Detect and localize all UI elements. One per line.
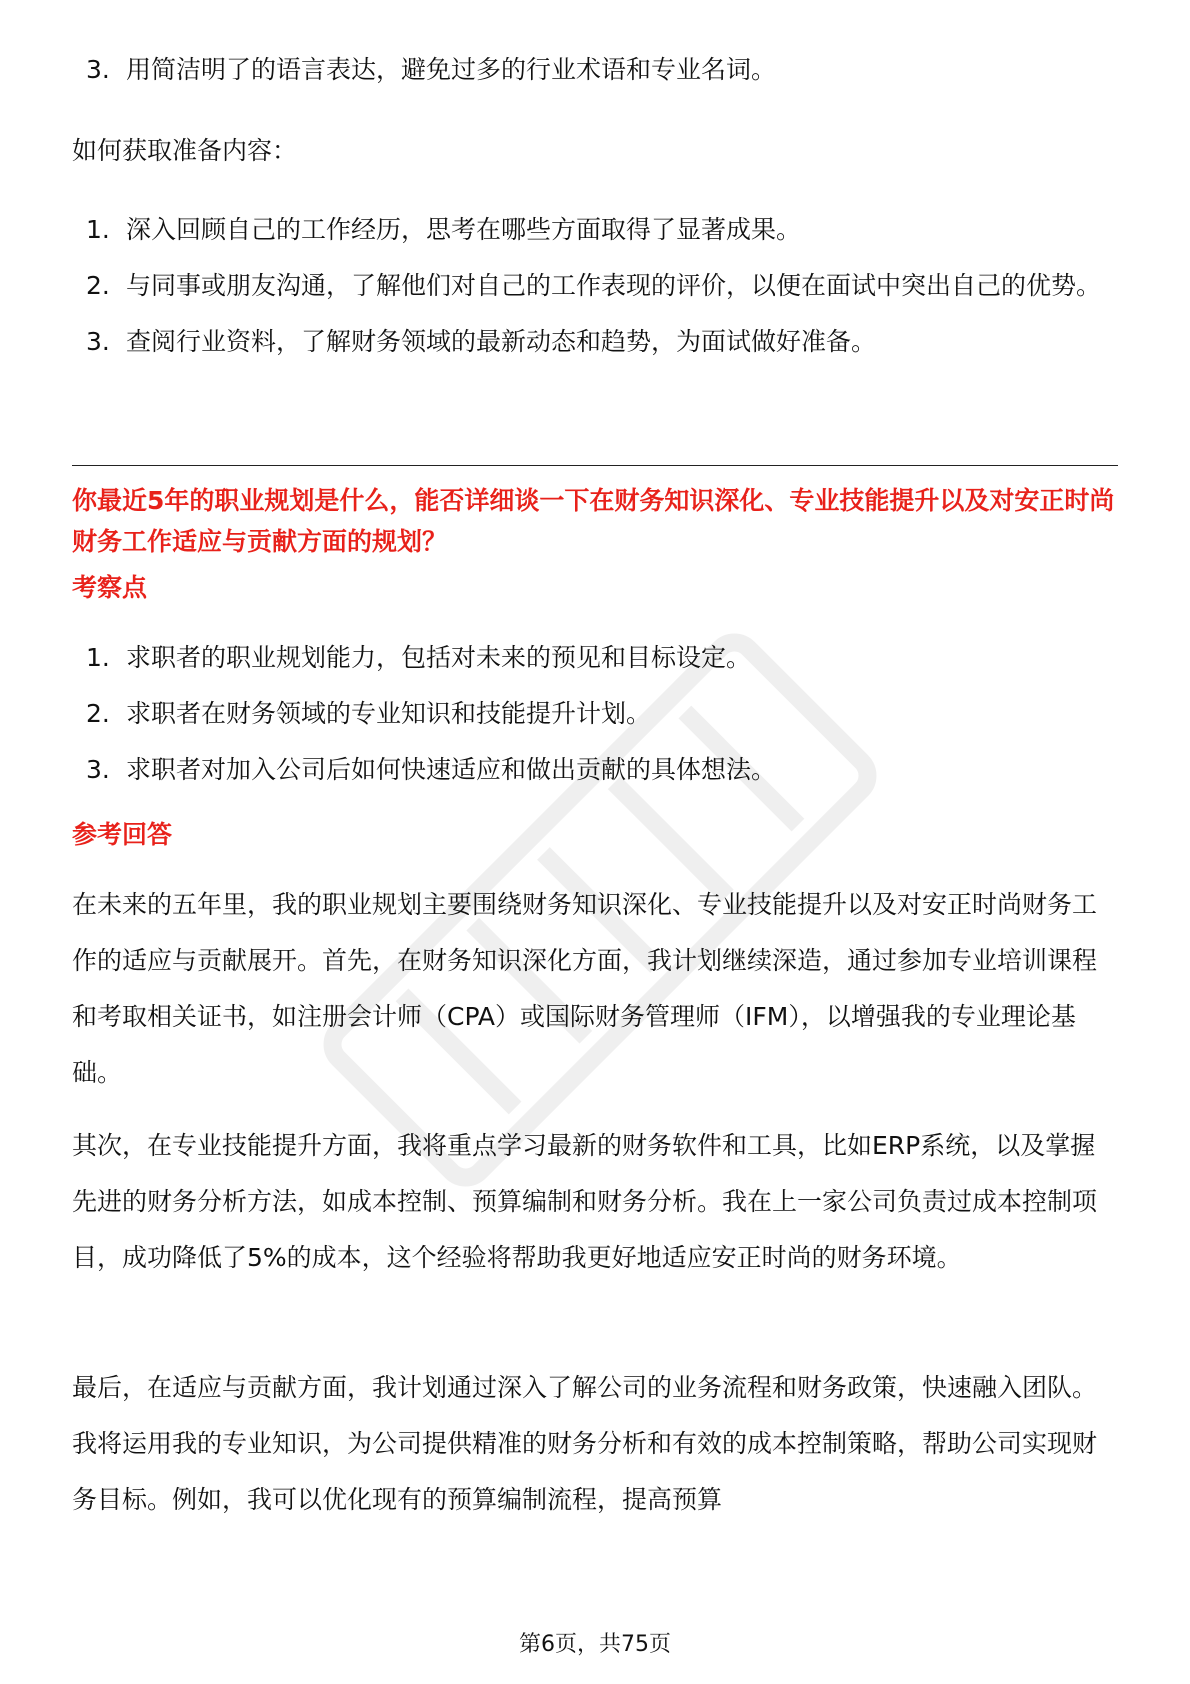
top-list-block [72, 42, 1118, 98]
list-item [72, 314, 1118, 370]
section-divider [72, 465, 1118, 466]
list-number: 3. [86, 55, 110, 84]
list-item [72, 202, 1118, 258]
answer-paragraph-2-block [72, 1118, 1118, 1286]
prep-heading-block [72, 123, 1118, 179]
list-item-text: 求职者对加入公司后如何快速适应和做出贡献的具体想法。 [126, 755, 777, 784]
answer-paragraph: 最后，在适应与贡献方面，我计划通过深入了解公司的业务流程和财务政策，快速融入团队。我将运用我的专业知识，为公司提供精准的财务分析和有效的成本控制策略，帮助公司实现财务目标。例如，我可以优化现有的预算编制流程，提高预算 [72, 1373, 1098, 1514]
prep-heading: 如何获取准备内容： [72, 136, 298, 165]
top-numbered-list [72, 42, 1118, 98]
list-item [72, 630, 1118, 686]
list-number: 1. [86, 215, 110, 244]
list-item [72, 686, 1118, 742]
prep-numbered-list [72, 202, 1118, 370]
answer-heading-block [72, 815, 1118, 855]
list-item [72, 742, 1118, 798]
reference-answer-heading: 参考回答 [72, 820, 173, 849]
list-number: 3. [86, 327, 110, 356]
list-item-text: 用简洁明了的语言表达，避免过多的行业术语和专业名词。 [126, 55, 777, 84]
list-number: 2. [86, 271, 110, 300]
page-number-footer: 第6页，共75页 [519, 1632, 671, 1657]
exam-list-block [72, 630, 1118, 798]
list-item-text: 求职者的职业规划能力，包括对未来的预见和目标设定。 [126, 643, 752, 672]
list-number: 2. [86, 699, 110, 728]
list-item [72, 258, 1118, 314]
interview-question: 你最近5年的职业规划是什么，能否详细谈一下在财务知识深化、专业技能提升以及对安正时尚财务工作适应与贡献方面的规划？ [72, 486, 1115, 556]
list-item-text: 深入回顾自己的工作经历，思考在哪些方面取得了显著成果。 [126, 215, 802, 244]
list-item-text: 求职者在财务领域的专业知识和技能提升计划。 [126, 699, 652, 728]
list-item [72, 42, 1118, 98]
list-number: 3. [86, 755, 110, 784]
question-block [72, 480, 1118, 562]
exam-numbered-list [72, 630, 1118, 798]
answer-paragraph: 在未来的五年里，我的职业规划主要围绕财务知识深化、专业技能提升以及对安正时尚财务工作的适应与贡献展开。首先，在财务知识深化方面，我计划继续深造，通过参加专业培训课程和考取相关证书，如注册会计师（CPA）或国际财务管理师（IFM），以增强我的专业理论基础。 [72, 890, 1098, 1087]
list-item-text: 与同事或朋友沟通，了解他们对自己的工作表现的评价，以便在面试中突出自己的优势。 [126, 271, 1102, 300]
exam-points-heading: 考察点 [72, 573, 148, 602]
answer-paragraph: 其次，在专业技能提升方面，我将重点学习最新的财务软件和工具，比如ERP系统，以及掌握先进的财务分析方法，如成本控制、预算编制和财务分析。我在上一家公司负责过成本控制项目，成功降低了5%的成本，这个经验将帮助我更好地适应安正时尚的财务环境。 [72, 1131, 1098, 1272]
answer-paragraph-1-block [72, 877, 1118, 1101]
list-item-text: 查阅行业资料，了解财务领域的最新动态和趋势，为面试做好准备。 [126, 327, 877, 356]
prep-list-block [72, 202, 1118, 370]
exam-heading-block [72, 568, 1118, 608]
answer-paragraph-3-block [72, 1360, 1118, 1528]
list-number: 1. [86, 643, 110, 672]
